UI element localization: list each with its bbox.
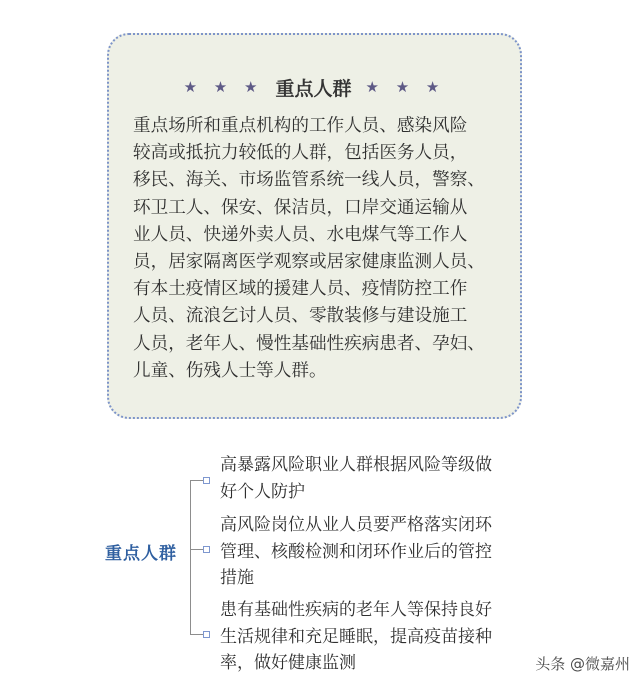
mindmap-item xyxy=(220,452,560,505)
card-line: 重点场所和重点机构的工作人员、感染风险 xyxy=(133,116,468,136)
item-line: 措施 xyxy=(220,568,254,588)
card-line: 人员，老年人、慢性基础性疾病患者、孕妇、 xyxy=(133,333,485,354)
info-card xyxy=(107,33,522,419)
card-line: 有本土疫情区域的援建人员、疫情防控工作 xyxy=(133,279,468,300)
item-line: 好个人防护 xyxy=(220,481,305,502)
card-line: 业人员、快递外卖人员、水电煤气等工作人 xyxy=(133,224,468,245)
bracket-line xyxy=(190,480,191,634)
card-line: 移民、海关、市场监管系统一线人员，警察、 xyxy=(133,170,485,191)
item-line: 高暴露风险职业人群根据风险等级做 xyxy=(220,455,492,475)
item-line: 高风险岗位从业人员要严格落实闭环 xyxy=(220,515,492,535)
mindmap-item xyxy=(220,512,560,592)
card-line: 环卫工人、保安、保洁员，口岸交通运输从 xyxy=(133,197,468,218)
branch-node-icon xyxy=(203,631,210,638)
mindmap-item xyxy=(220,597,560,677)
branch-node-icon xyxy=(203,546,210,553)
item-line: 患有基础性疾病的老年人等保持良好 xyxy=(220,600,492,620)
stars-right-icon: ★ ★ ★ xyxy=(365,78,446,96)
card-body xyxy=(133,113,502,385)
bracket-branch xyxy=(190,549,204,550)
watermark: 头条 @微嘉州 xyxy=(535,655,630,673)
card-line: 较高或抵抗力较低的人群，包括医务人员， xyxy=(133,143,468,164)
card-line: 人员、流浪乞讨人员、零散装修与建设施工 xyxy=(133,306,468,327)
card-title: 重点人群 xyxy=(275,77,352,100)
mindmap-label: 重点人群 xyxy=(105,544,177,564)
branch-node-icon xyxy=(203,477,210,484)
item-line: 管理、核酸检测和闭环作业后的管控 xyxy=(220,541,492,562)
item-line: 率，做好健康监测 xyxy=(220,653,356,673)
bracket-branch xyxy=(190,634,204,635)
stars-left-icon: ★ ★ ★ xyxy=(183,78,264,96)
item-line: 生活规律和充足睡眠，提高疫苗接种 xyxy=(220,626,492,647)
card-title-row xyxy=(109,75,520,99)
card-line: 员，居家隔离医学观察或居家健康监测人员、 xyxy=(133,252,485,273)
card-line: 儿童、伤残人士等人群。 xyxy=(133,360,327,381)
bracket-branch xyxy=(190,480,204,481)
